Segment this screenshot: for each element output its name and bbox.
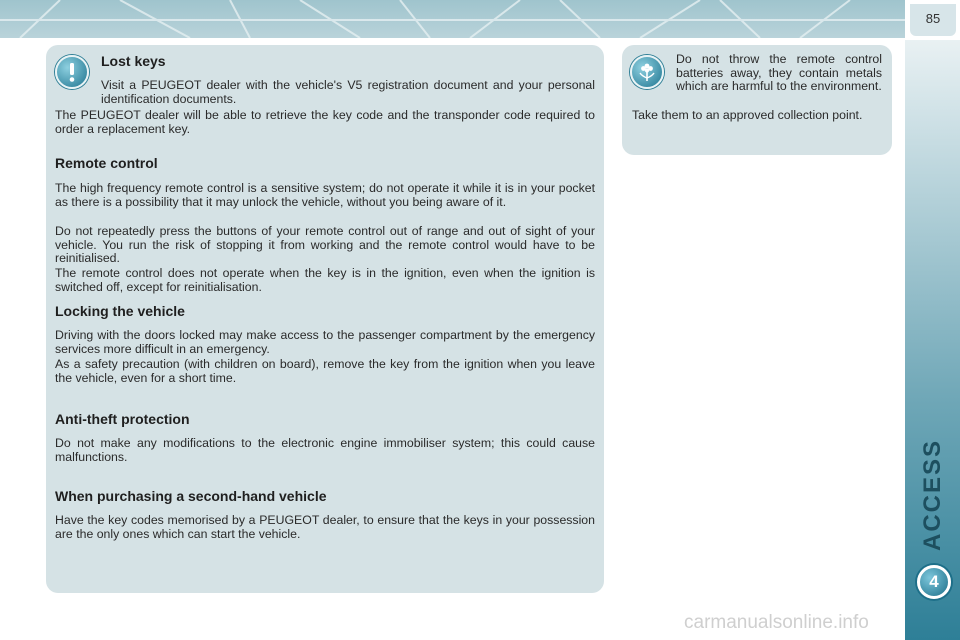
locking-paragraph-1: Driving with the doors locked may make access to the passenger compartment by the emergency services more difficult in an emergency. <box>55 328 595 356</box>
page-number: 85 <box>910 4 956 36</box>
remote-control-paragraph-3: The remote control does not operate when the key is in the ignition, even when the ignition is switched off, except for reinitialisation. <box>55 266 595 294</box>
lost-keys-paragraph-1: Visit a PEUGEOT dealer with the vehicle's V5 registration document and your personal identification documents. <box>101 78 595 106</box>
warning-icon <box>55 55 89 89</box>
environment-paragraph-1: Do not throw the remote control batteries away, they contain metals which are harmful to the environment. <box>676 52 882 93</box>
chapter-title <box>908 430 958 560</box>
environment-paragraph-2: Take them to an approved collection point. <box>632 108 863 122</box>
header-pattern <box>0 0 905 38</box>
locking-heading: Locking the vehicle <box>55 303 185 319</box>
anti-theft-heading: Anti-theft protection <box>55 411 190 427</box>
chapter-title-text: ACCESS <box>919 438 946 552</box>
second-hand-heading: When purchasing a second-hand vehicle <box>55 488 327 504</box>
remote-control-paragraph-1: The high frequency remote control is a sensitive system; do not operate it while it is in your pocket as there is a possibility that it may unlock the vehicle, without you being aware of it. <box>55 181 595 209</box>
header-band <box>0 0 905 38</box>
lost-keys-paragraph-2: The PEUGEOT dealer will be able to retrieve the key code and the transponder code required to order a replacement key. <box>55 108 595 136</box>
anti-theft-paragraph-1: Do not make any modifications to the electronic engine immobiliser system; this could cause malfunctions. <box>55 436 595 464</box>
remote-control-heading: Remote control <box>55 155 158 171</box>
lost-keys-heading: Lost keys <box>101 53 166 69</box>
watermark: carmanualsonline.info <box>684 612 869 633</box>
second-hand-paragraph-1: Have the key codes memorised by a PEUGEOT dealer, to ensure that the keys in your possession are the only ones which can start the vehicle. <box>55 513 595 541</box>
remote-control-paragraph-2: Do not repeatedly press the buttons of your remote control out of range and out of sight of your vehicle. You run the risk of stopping it from working and the remote control would have to be reinitialised. <box>55 224 595 265</box>
environment-flower-icon <box>630 55 664 89</box>
locking-paragraph-2: As a safety precaution (with children on board), remove the key from the ignition when you leave the vehicle, even for a short time. <box>55 357 595 385</box>
chapter-number-badge: 4 <box>917 565 951 599</box>
